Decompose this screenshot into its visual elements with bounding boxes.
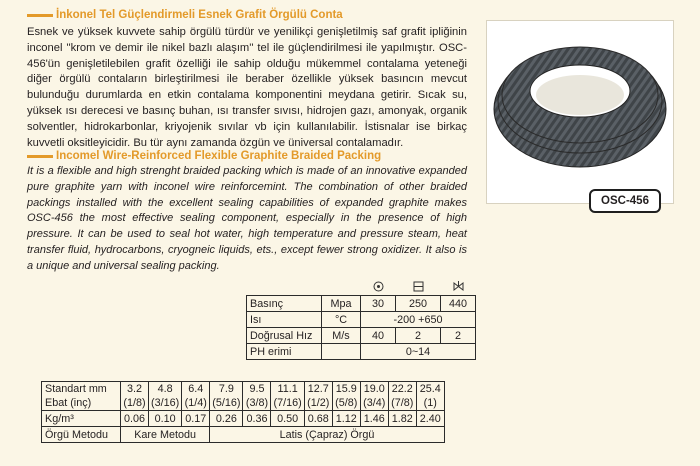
description-en: It is a flexible and high strenght braided packing which is made of an innovative expanded pure graphite yarn with inconel wire reinforcemint. The combination of other braided packings installed with the excellent sealing capabilities of expanded graphite makes OSC-456 the most effective sealing component, especially in the presence of high pressure. It can be used to seal hot water, high temperature and pressure steam, heat transfer fluid, hydrocarbons, cryogneic liquids, ets., except fewer strong oxidizer. It also is a unique and universal sealing packing. (27, 165, 467, 272)
size-cell: 15.9 (5/8) (332, 382, 360, 411)
section-title-en-text: Incomel Wire-Reinforced Flexible Graphite Braided Packing (56, 150, 382, 162)
size-cell: 4.8 (3/16) (149, 382, 182, 411)
title-accent-bar (27, 14, 53, 17)
spec-row-temperature: Isı °C -200 +650 (247, 312, 476, 328)
size-cell: 9.5 (3/8) (243, 382, 271, 411)
size-cell: 19.0 (3/4) (360, 382, 388, 411)
size-cell: 25.4 (1) (416, 382, 444, 411)
title-accent-bar (27, 155, 53, 158)
spec-table (246, 280, 476, 360)
size-cell: 7.9 (5/16) (210, 382, 243, 411)
section-title-tr-text: İnkonel Tel Güçlendirmeli Esnek Grafit Örgülü Conta (56, 9, 343, 21)
spec-row-speed: Doğrusal Hız M/s 40 2 2 (247, 328, 476, 344)
section-title-tr (27, 9, 343, 21)
section-title-en (27, 150, 381, 162)
spec-row-pressure: Basınç Mpa 30 250 440 (247, 296, 476, 312)
description-tr: Esnek ve yüksek kuvvete sahip örgülü türdür ve yenilikçi genişletilmiş saf grafit ipliğinin inconel ''krom ve demir ile nikel bazlı alaşım'' tel ile güçlendirilmesi ile yapılmıştır. OSC-456'ün genişletilebilen grafit özelliği ile sahip olduğu mükemmel contalama yeteneği diğer örgülü contaların birleştirilmesi ile beraber özellikle yüksek basıncın mevcut bulunduğu durumlarda en etkin contalama komponentini meydana getirir. Sıcak su, yüksek ısı derecesi ve basınç buhan, ısı transfer sıvısı, hidrojen gazı, amonyak, organik solventler, hidrokarbonlar, kriyojenik sıvılar vb için kullanılabilir. İstisnalar ise birkaç kuvvetli oksitleyicidir. Bu tür aynı zamanda özgün ve üniversal contalamadır. (27, 26, 467, 149)
reciprocating-pump-icon (396, 280, 441, 296)
size-cell: 6.4 (1/4) (182, 382, 210, 411)
size-row-dimensions: Standart mm Ebat (inç) 3.2 (1/8) 4.8 (3/16) 6.4 (1/4) 7.9 (5/16) 9.5 (3/8) 11.1 (7/16) 12.7 (1/2) 15.9 (5/8) 19.0 (3/4) 22.2 (7/8) 25.4 (1) (42, 382, 445, 411)
size-cell: 22.2 (7/8) (388, 382, 416, 411)
size-row-weight: Kg/m³ 0.06 0.10 0.17 0.26 0.36 0.50 0.68 1.12 1.46 1.82 2.40 (42, 411, 445, 427)
graphite-packing-coil-image (487, 21, 673, 203)
valve-icon (441, 280, 476, 296)
rotary-pump-icon (361, 280, 396, 296)
size-cell: 12.7 (1/2) (304, 382, 332, 411)
size-table (41, 381, 445, 443)
size-cell: 3.2 (1/8) (121, 382, 149, 411)
product-photo (486, 20, 674, 204)
size-row-braid-method: Örgü Metodu Kare Metodu Latis (Çapraz) Örgü (42, 427, 445, 443)
spec-row-ph: PH erimi 0~14 (247, 344, 476, 360)
size-cell: 11.1 (7/16) (271, 382, 304, 411)
product-code-badge: OSC-456 (589, 189, 661, 213)
